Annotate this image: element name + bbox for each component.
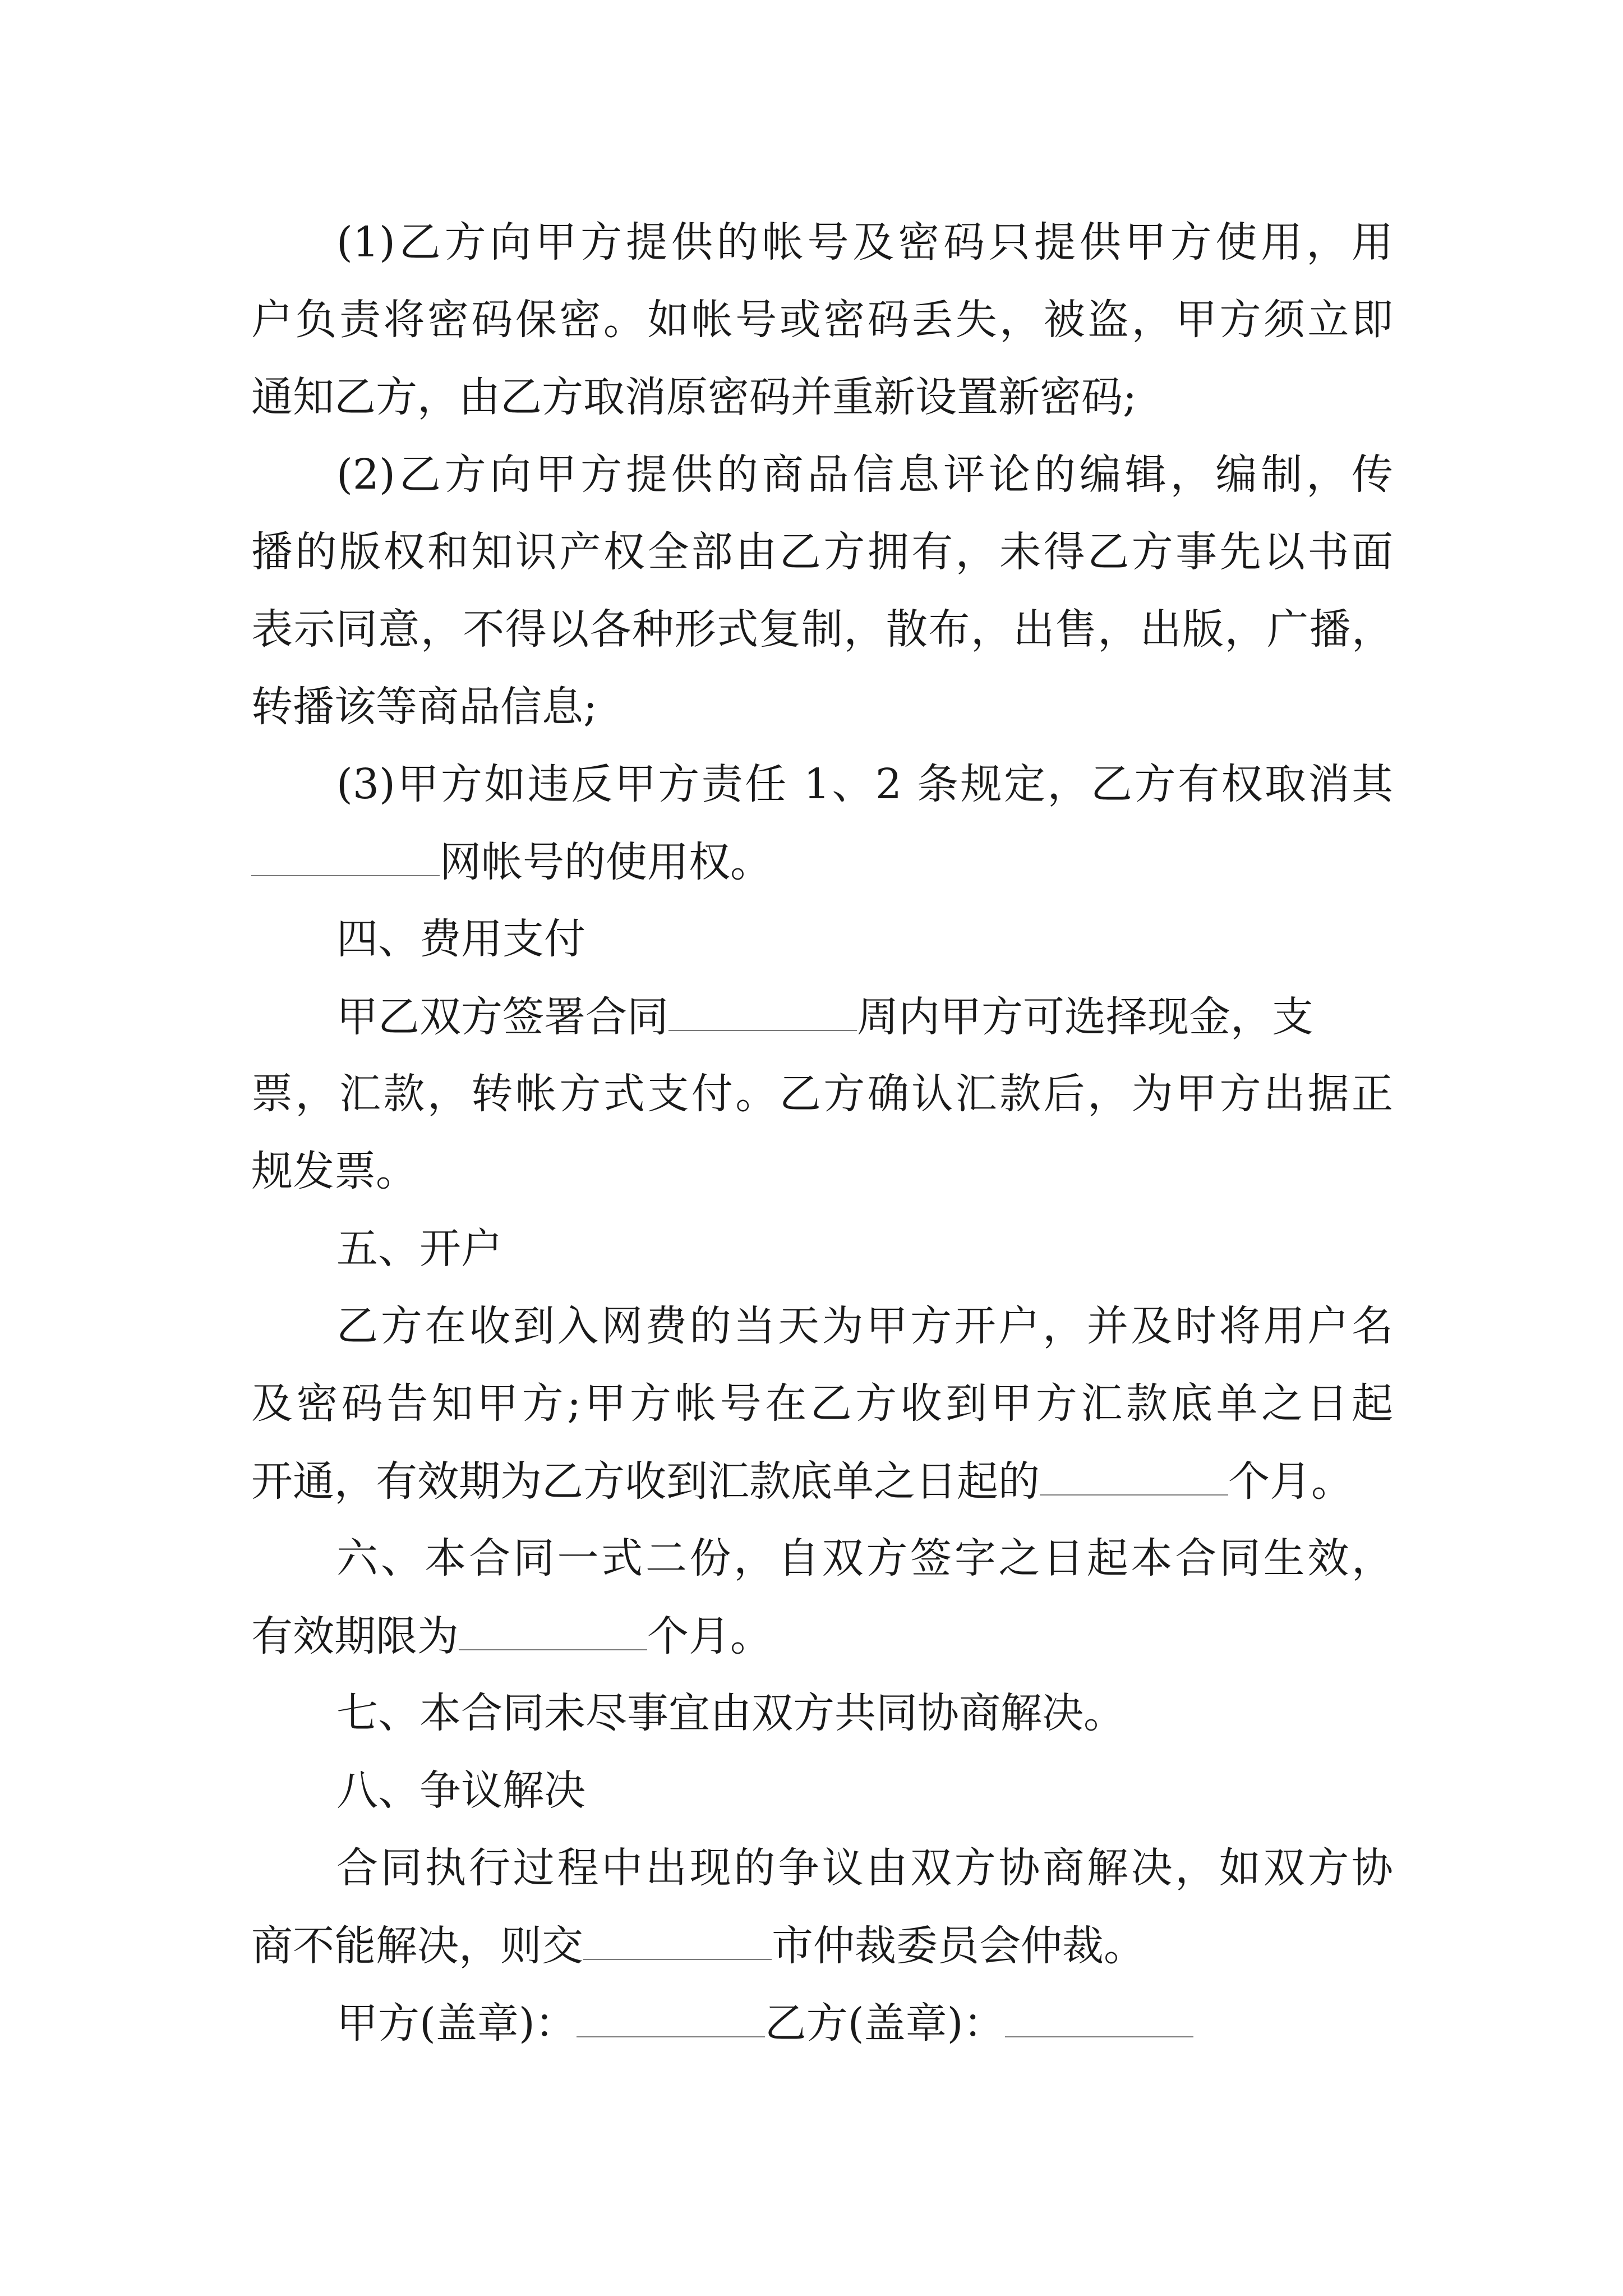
party-b-seal-blank[interactable] bbox=[1005, 1989, 1193, 2037]
section-8-heading: 八、争议解决 bbox=[336, 1766, 585, 1815]
blank-payment-weeks[interactable] bbox=[668, 983, 857, 1031]
section-4-line-1 bbox=[336, 983, 1313, 1050]
section-8-line-2-after: 市仲裁委员会仲裁。 bbox=[772, 1922, 1145, 1970]
section-5-line-1: 乙方在收到入网费的当天为甲方开户，并及时将用户名 bbox=[336, 1302, 1393, 1350]
clause-2-line-1: (2)乙方向甲方提供的商品信息评论的编辑，编制，传 bbox=[336, 450, 1393, 499]
section-6-line-2-after: 个月。 bbox=[647, 1612, 772, 1660]
clause-2-line-3: 表示同意，不得以各种形式复制，散布，出售，出版，广播， bbox=[251, 605, 1393, 654]
section-5-line-3 bbox=[251, 1447, 1353, 1515]
section-5-heading: 五、开户 bbox=[336, 1225, 502, 1273]
section-4-line-1-after: 周内甲方可选择现金，支 bbox=[857, 993, 1313, 1041]
section-5-line-3-after: 个月。 bbox=[1228, 1457, 1353, 1506]
section-6-line-2 bbox=[251, 1602, 772, 1669]
clause-3-line-2-text: 网帐号的使用权。 bbox=[440, 838, 772, 886]
section-4-line-3: 规发票。 bbox=[251, 1147, 417, 1195]
section-8-line-1: 合同执行过程中出现的争议由双方协商解决，如双方协 bbox=[336, 1844, 1393, 1892]
party-a-seal-blank[interactable] bbox=[577, 1989, 765, 2037]
clause-3-line-1: (3)甲方如违反甲方责任 1、2 条规定，乙方有权取消其 bbox=[336, 760, 1393, 808]
section-7-line-1: 七、本合同未尽事宜由双方共同协商解决。 bbox=[336, 1689, 1125, 1737]
section-8-line-2 bbox=[251, 1912, 1145, 1979]
blank-arbitration-city[interactable] bbox=[583, 1912, 772, 1960]
blank-website-name[interactable] bbox=[251, 828, 440, 876]
clause-1-line-1: (1)乙方向甲方提供的帐号及密码只提供甲方使用，用 bbox=[336, 218, 1393, 266]
section-6-line-2-before: 有效期限为 bbox=[251, 1612, 459, 1660]
signature-line bbox=[336, 1989, 1193, 2056]
blank-valid-months[interactable] bbox=[1040, 1447, 1228, 1496]
clause-1-line-3: 通知乙方，由乙方取消原密码并重新设置新密码; bbox=[251, 373, 1137, 421]
section-5-line-2: 及密码告知甲方;甲方帐号在乙方收到甲方汇款底单之日起 bbox=[251, 1379, 1393, 1428]
clause-2-line-4: 转播该等商品信息; bbox=[251, 683, 597, 731]
party-b-seal-label: 乙方(盖章)： bbox=[764, 1999, 1005, 2047]
clause-2-line-2: 播的版权和知识产权全部由乙方拥有，未得乙方事先以书面 bbox=[251, 528, 1393, 576]
section-6-line-1: 六、本合同一式二份，自双方签字之日起本合同生效， bbox=[336, 1534, 1393, 1582]
section-4-line-2: 票，汇款，转帐方式支付。乙方确认汇款后，为甲方出据正 bbox=[251, 1070, 1393, 1118]
section-5-line-3-before: 开通，有效期为乙方收到汇款底单之日起的 bbox=[251, 1457, 1040, 1506]
clause-3-line-2 bbox=[251, 828, 772, 895]
section-4-heading: 四、费用支付 bbox=[336, 915, 585, 963]
party-a-seal-label: 甲方(盖章)： bbox=[336, 1999, 577, 2047]
section-4-line-1-before: 甲乙双方签署合同 bbox=[336, 993, 668, 1041]
clause-1-line-2: 户负责将密码保密。如帐号或密码丢失，被盗，甲方须立即 bbox=[251, 296, 1393, 344]
section-8-line-2-before: 商不能解决，则交 bbox=[251, 1922, 583, 1970]
blank-contract-months[interactable] bbox=[459, 1602, 647, 1650]
